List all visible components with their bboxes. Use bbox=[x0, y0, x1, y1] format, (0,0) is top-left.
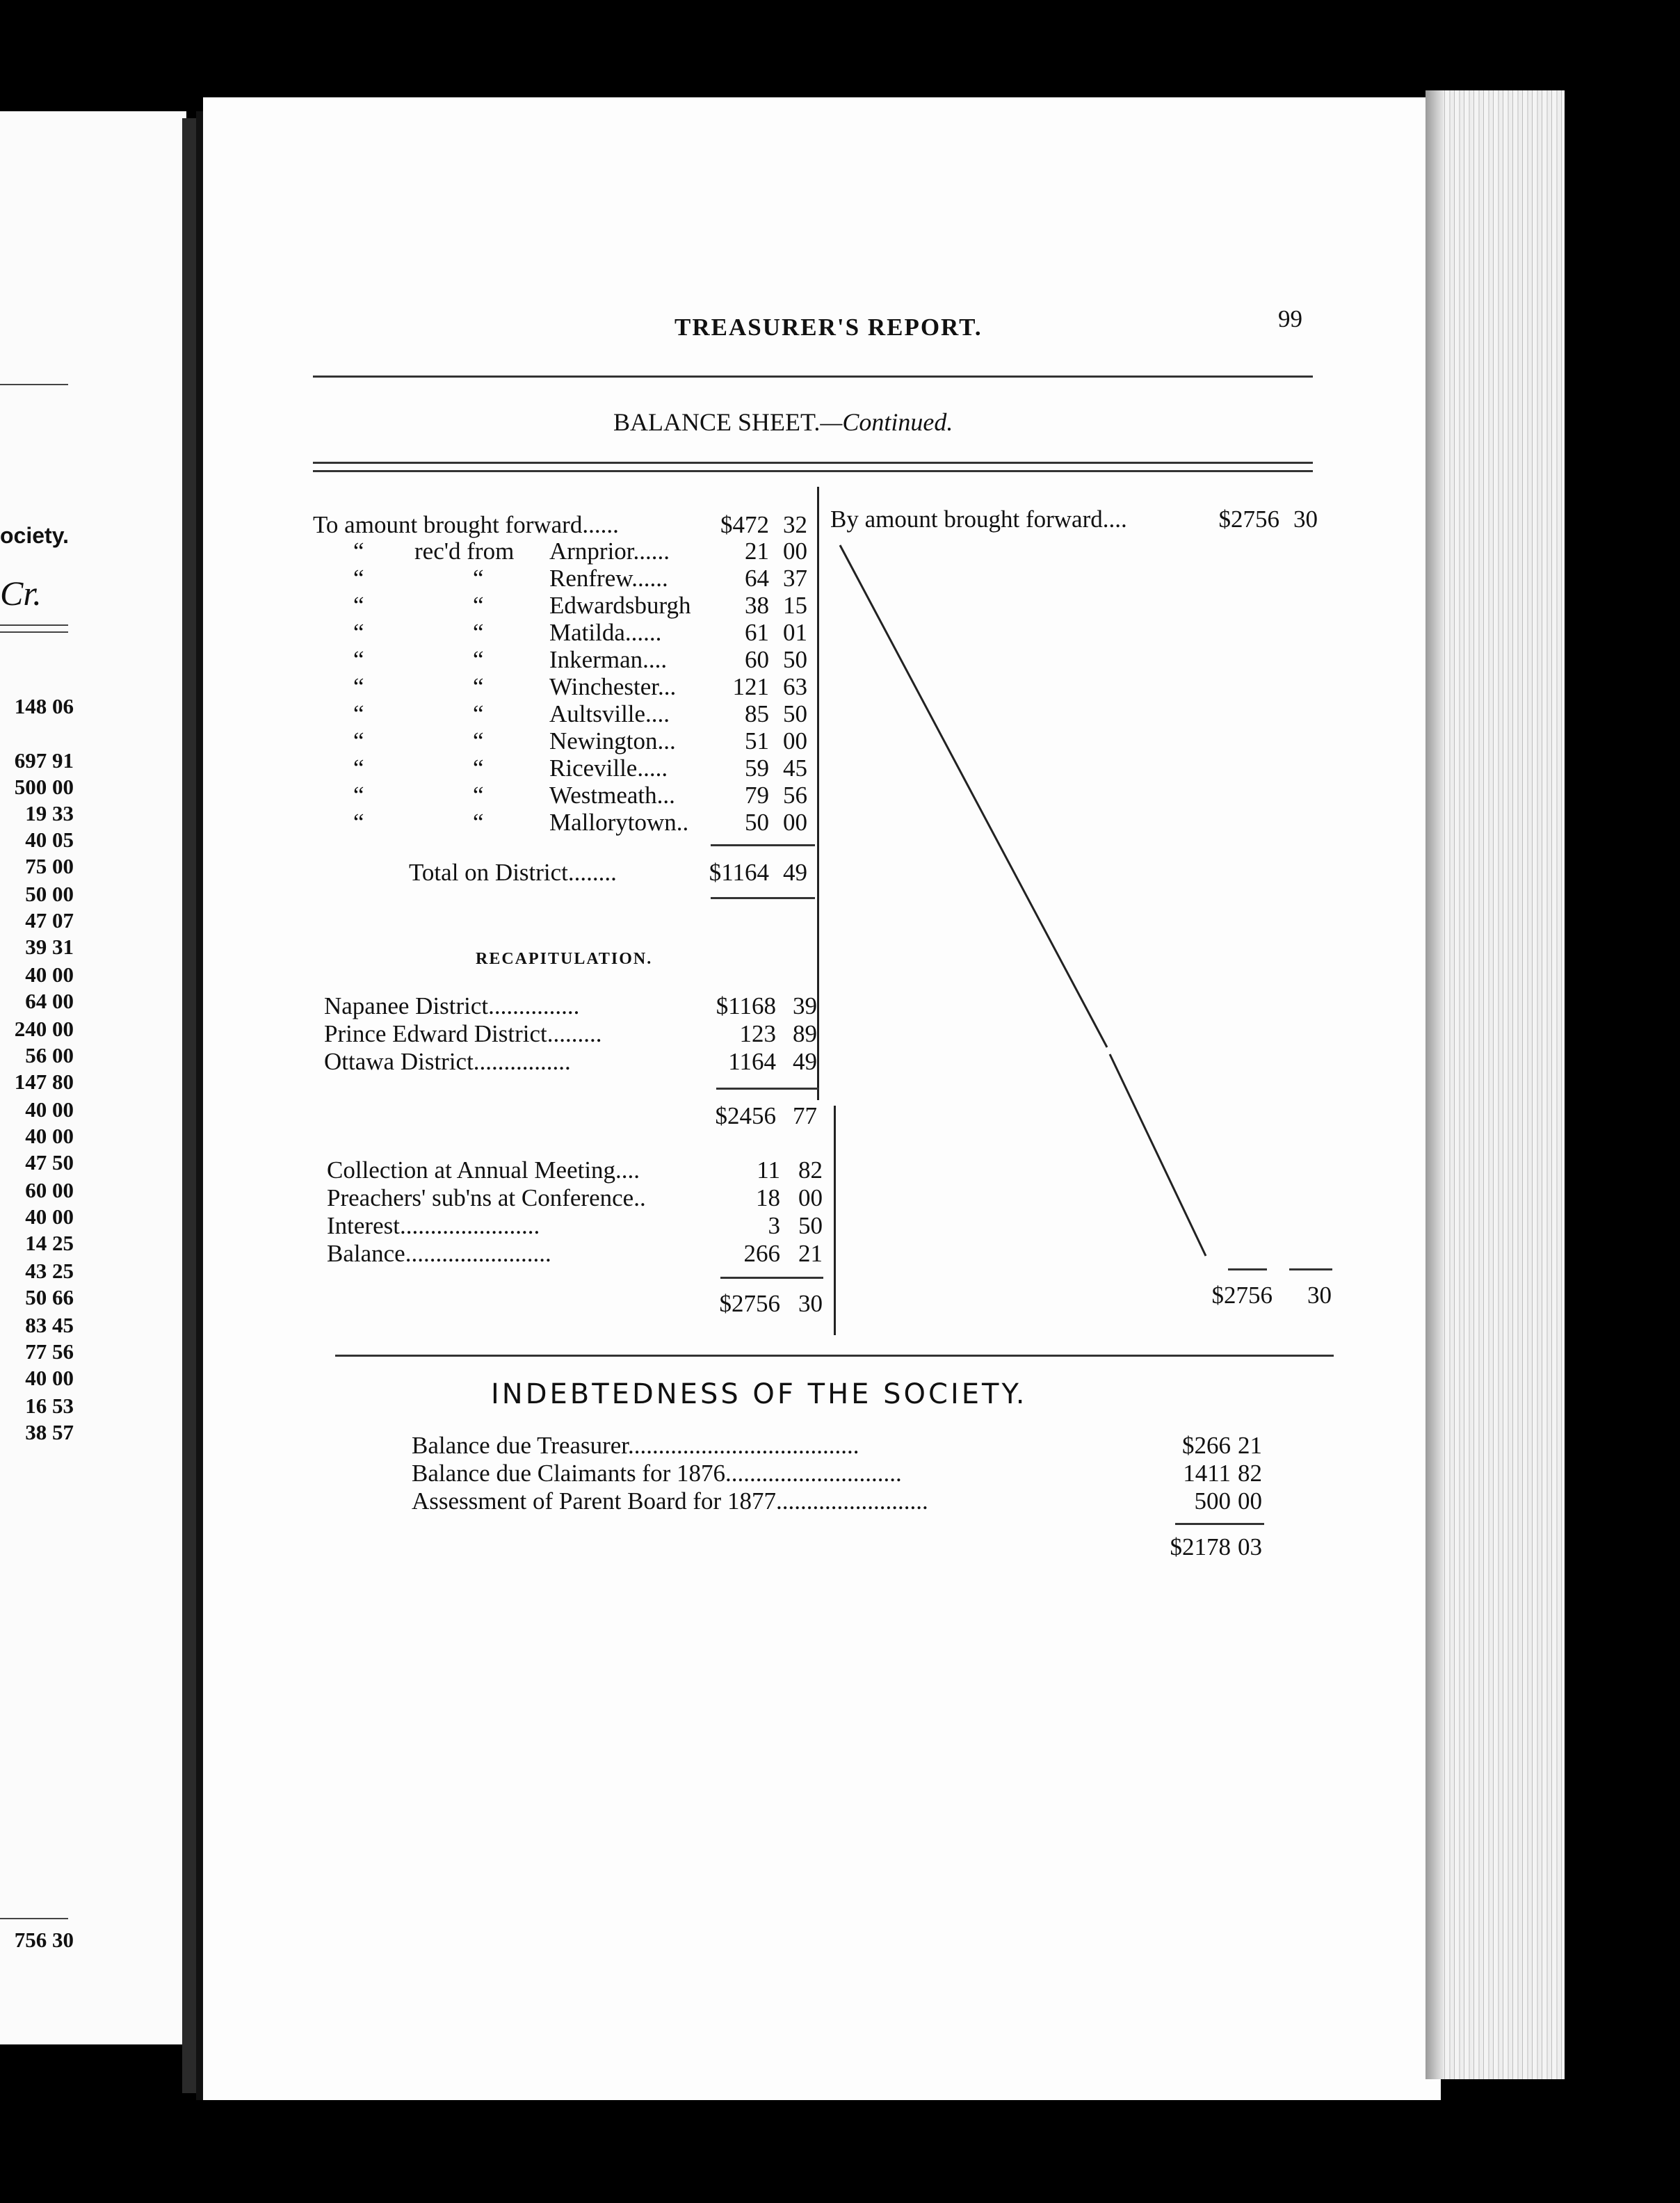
ditto-mark: “ bbox=[473, 619, 484, 646]
receipt-label: Preachers' sub'ns at Conference.. bbox=[327, 1184, 646, 1211]
left-value: 148 06 bbox=[14, 694, 74, 718]
left-value: 83 45 bbox=[25, 1313, 74, 1337]
ditto-mark: “ bbox=[353, 809, 364, 836]
indebtedness-title: INDEBTEDNESS OF THE SOCIETY. bbox=[491, 1378, 1028, 1410]
debt-dollars: $266 bbox=[1182, 1432, 1231, 1459]
left-value: 40 05 bbox=[25, 828, 74, 852]
ditto-mark: “ bbox=[473, 754, 484, 782]
receipt-cents: 00 bbox=[783, 809, 807, 836]
place-name: Matilda...... bbox=[549, 619, 662, 646]
place-name: Renfrew...... bbox=[549, 565, 668, 592]
receipt-dollars: 266 bbox=[743, 1240, 780, 1267]
receipt-dollars: 21 bbox=[745, 538, 769, 565]
left-value: 147 80 bbox=[14, 1070, 74, 1094]
ditto-mark: “ bbox=[473, 700, 484, 727]
sum-rule bbox=[1175, 1523, 1264, 1525]
receipt-dollars: 18 bbox=[756, 1184, 780, 1211]
sum-rule bbox=[711, 897, 815, 899]
ditto-mark: “ bbox=[353, 646, 364, 673]
receipt-dollars: 51 bbox=[745, 727, 769, 754]
left-rule bbox=[0, 384, 68, 385]
debit-first-label: To amount brought forward...... bbox=[313, 511, 619, 538]
sum-rule bbox=[716, 1088, 819, 1090]
ditto-mark: “ bbox=[353, 727, 364, 754]
page-edges-shadow bbox=[1425, 90, 1444, 2079]
debt-dollars: 1411 bbox=[1183, 1460, 1231, 1487]
recapitulation-heading: RECAPITULATION. bbox=[476, 950, 653, 968]
sum-rule bbox=[711, 844, 815, 846]
receipt-cents: 82 bbox=[798, 1156, 823, 1184]
receipt-dollars: 59 bbox=[745, 754, 769, 782]
recap-label: Prince Edward District......... bbox=[324, 1020, 602, 1047]
right-page bbox=[203, 97, 1441, 2100]
receipt-cents: 50 bbox=[798, 1212, 823, 1239]
left-value: 697 91 bbox=[14, 748, 74, 773]
recap-cents: 89 bbox=[793, 1020, 817, 1047]
ditto-mark: “ bbox=[473, 727, 484, 754]
left-value: 40 00 bbox=[25, 1204, 74, 1229]
title-rule-bottom bbox=[313, 470, 1313, 472]
left-value: 14 25 bbox=[25, 1231, 74, 1255]
receipt-cents: 50 bbox=[783, 700, 807, 727]
debt-label: Balance due Treasurer...................................... bbox=[412, 1433, 859, 1459]
receipt-cents: 15 bbox=[783, 592, 807, 619]
receipt-cents: 21 bbox=[798, 1240, 823, 1267]
recap-dollars: $1168 bbox=[716, 992, 776, 1019]
debt-label: Balance due Claimants for 1876............................. bbox=[412, 1460, 902, 1487]
debt-label: Assessment of Parent Board for 1877......................... bbox=[412, 1488, 928, 1515]
place-name: Edwardsburgh bbox=[549, 592, 691, 619]
sum-rule bbox=[1228, 1268, 1267, 1270]
cancel-stroke bbox=[827, 535, 1217, 1266]
left-value: 240 00 bbox=[14, 1017, 74, 1041]
credit-total-cents: 30 bbox=[1307, 1282, 1332, 1309]
section-rule bbox=[335, 1355, 1334, 1357]
ditto-mark: “ bbox=[353, 754, 364, 782]
left-total: 756 30 bbox=[14, 1928, 74, 1952]
debt-cents: 21 bbox=[1238, 1432, 1262, 1459]
left-value: 40 00 bbox=[25, 1097, 74, 1122]
place-name: Aultsville.... bbox=[549, 700, 670, 727]
receipt-dollars: 3 bbox=[768, 1212, 780, 1239]
place-name: Westmeath... bbox=[549, 782, 675, 809]
receipt-dollars: 11 bbox=[757, 1156, 780, 1184]
receipt-dollars: 50 bbox=[745, 809, 769, 836]
place-name: Mallorytown.. bbox=[549, 809, 689, 836]
page-number: 99 bbox=[1278, 305, 1302, 332]
recap-label: Napanee District............... bbox=[324, 992, 580, 1019]
ditto-mark: “ bbox=[353, 782, 364, 809]
left-value: 16 53 bbox=[25, 1394, 74, 1418]
sum-rule bbox=[720, 1277, 823, 1279]
recap-label: Ottawa District................ bbox=[324, 1048, 571, 1075]
total-on-district-dollars: $1164 bbox=[709, 859, 769, 886]
running-title: TREASURER'S REPORT. bbox=[675, 314, 983, 341]
left-value: 60 00 bbox=[25, 1178, 74, 1202]
ditto-mark: “ bbox=[353, 673, 364, 700]
left-value: 43 25 bbox=[25, 1259, 74, 1283]
header-rule bbox=[313, 376, 1313, 378]
left-rule bbox=[0, 624, 68, 626]
ditto-mark: “ bbox=[473, 565, 484, 592]
debit-first-cents: 32 bbox=[783, 511, 807, 538]
left-value: 47 07 bbox=[25, 908, 74, 933]
receipt-cents: 45 bbox=[783, 754, 807, 782]
credit-first-dollars: $2756 bbox=[1218, 506, 1279, 533]
credit-first-cents: 30 bbox=[1293, 506, 1318, 533]
ditto-mark: “ bbox=[473, 592, 484, 619]
sum-rule bbox=[1289, 1268, 1332, 1270]
left-cr-fragment: Cr. bbox=[0, 574, 42, 613]
left-rule bbox=[0, 631, 68, 633]
receipt-dollars: 79 bbox=[745, 782, 769, 809]
left-value: 75 00 bbox=[25, 854, 74, 878]
indebtedness-total-dollars: $2178 bbox=[1170, 1533, 1231, 1560]
grand-total-cents: 30 bbox=[798, 1290, 823, 1317]
recap-total-cents: 77 bbox=[793, 1102, 817, 1129]
left-value: 77 56 bbox=[25, 1339, 74, 1364]
receipt-label: Collection at Annual Meeting.... bbox=[327, 1156, 640, 1184]
place-name: Riceville..... bbox=[549, 754, 668, 782]
receipt-cents: 63 bbox=[783, 673, 807, 700]
left-value: 50 00 bbox=[25, 882, 74, 906]
credit-total-dollars: $2756 bbox=[1211, 1282, 1273, 1309]
receipt-dollars: 61 bbox=[745, 619, 769, 646]
total-on-district-cents: 49 bbox=[783, 859, 807, 886]
debit-first-dollars: $472 bbox=[720, 511, 769, 538]
page-edges bbox=[1425, 90, 1565, 2079]
receipt-dollars: 121 bbox=[732, 673, 769, 700]
ditto-mark: “ bbox=[353, 565, 364, 592]
receipt-cents: 00 bbox=[798, 1184, 823, 1211]
left-value: 500 00 bbox=[14, 775, 74, 799]
place-name: Winchester... bbox=[549, 673, 677, 700]
ditto-mark: “ bbox=[473, 809, 484, 836]
balance-sheet-title: BALANCE SHEET.—Continued. bbox=[613, 408, 953, 436]
left-value: 19 33 bbox=[25, 801, 74, 825]
recd-from-label: rec'd from bbox=[414, 538, 515, 565]
left-value: 56 00 bbox=[25, 1043, 74, 1067]
place-name: Arnprior...... bbox=[549, 538, 670, 565]
receipt-label: Balance........................ bbox=[327, 1240, 551, 1267]
total-on-district-label: Total on District........ bbox=[409, 859, 617, 886]
ditto-mark: “ bbox=[353, 619, 364, 646]
receipt-dollars: 60 bbox=[745, 646, 769, 673]
left-total-rule bbox=[0, 1918, 68, 1919]
ditto-mark: “ bbox=[473, 782, 484, 809]
left-value: 40 00 bbox=[25, 1124, 74, 1148]
receipt-cents: 01 bbox=[783, 619, 807, 646]
ditto-mark: “ bbox=[353, 700, 364, 727]
left-value: 38 57 bbox=[25, 1420, 74, 1444]
debt-dollars: 500 bbox=[1194, 1487, 1231, 1515]
receipt-cents: 56 bbox=[783, 782, 807, 809]
left-value: 40 00 bbox=[25, 962, 74, 987]
recap-dollars: 123 bbox=[739, 1020, 776, 1047]
recap-cents: 49 bbox=[793, 1048, 817, 1075]
receipt-label: Interest....................... bbox=[327, 1212, 540, 1239]
recap-dollars: 1164 bbox=[728, 1048, 776, 1075]
place-name: Inkerman.... bbox=[549, 646, 668, 673]
left-value: 50 66 bbox=[25, 1285, 74, 1309]
receipt-cents: 50 bbox=[783, 646, 807, 673]
column-divider bbox=[817, 487, 819, 1100]
place-name: Newington... bbox=[549, 727, 676, 754]
left-value: 40 00 bbox=[25, 1366, 74, 1390]
debt-cents: 82 bbox=[1238, 1460, 1262, 1487]
ditto-mark: “ bbox=[353, 538, 364, 565]
grand-total-dollars: $2756 bbox=[719, 1290, 780, 1317]
receipt-dollars: 85 bbox=[745, 700, 769, 727]
receipt-dollars: 64 bbox=[745, 565, 769, 592]
left-value: 39 31 bbox=[25, 935, 74, 959]
title-rule-top bbox=[313, 462, 1313, 464]
left-value: 47 50 bbox=[25, 1150, 74, 1175]
left-title-fragment: ociety. bbox=[0, 523, 69, 548]
ditto-mark: “ bbox=[353, 592, 364, 619]
credit-first-label: By amount brought forward.... bbox=[830, 506, 1127, 533]
debt-cents: 00 bbox=[1238, 1487, 1262, 1515]
receipt-dollars: 38 bbox=[745, 592, 769, 619]
left-value: 64 00 bbox=[25, 989, 74, 1013]
indebtedness-total-cents: 03 bbox=[1238, 1533, 1262, 1560]
ditto-mark: “ bbox=[473, 673, 484, 700]
recap-total-dollars: $2456 bbox=[715, 1102, 776, 1129]
receipt-cents: 37 bbox=[783, 565, 807, 592]
recap-cents: 39 bbox=[793, 992, 817, 1019]
ditto-mark: “ bbox=[473, 646, 484, 673]
receipt-cents: 00 bbox=[783, 727, 807, 754]
receipt-cents: 00 bbox=[783, 538, 807, 565]
